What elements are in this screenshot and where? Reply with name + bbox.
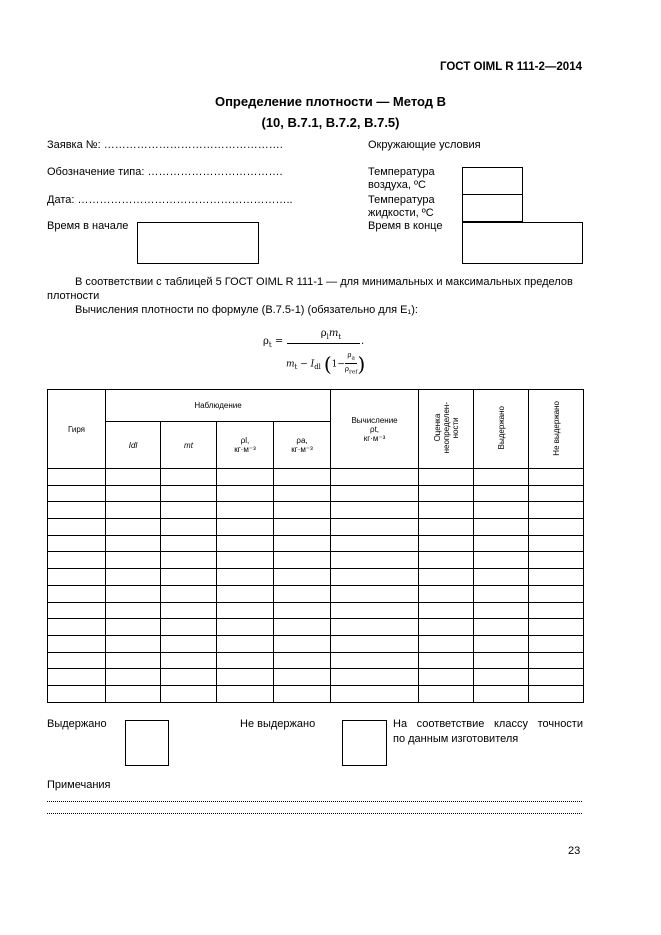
liquid-temp-box[interactable] — [462, 194, 523, 222]
sub-rhoa-header: ρa, кг·м⁻³ — [274, 422, 331, 469]
table-cell[interactable] — [217, 485, 274, 502]
table-row — [48, 502, 584, 519]
notes-line-2[interactable] — [47, 813, 582, 814]
col-weight-header: Гиря — [48, 390, 106, 469]
passed-checkbox[interactable] — [125, 720, 169, 766]
table-cell[interactable] — [106, 469, 161, 486]
calc-label: Вычисление — [351, 415, 398, 425]
col-passed-header: Выдержано — [474, 390, 529, 469]
formula-lhs: $\rho_t$ = — [263, 336, 284, 349]
type-designation-field: Обозначение типа: ………………………………. — [47, 166, 283, 178]
table-cell[interactable] — [161, 602, 217, 619]
table-cell[interactable] — [419, 519, 474, 536]
table-row — [48, 485, 584, 502]
table-cell[interactable] — [529, 585, 584, 602]
table-cell[interactable] — [217, 535, 274, 552]
table-row — [48, 635, 584, 652]
paragraph-line-1: В соответствии с таблицей 5 ГОСТ OIML R 111-1 — для минимальных и максимальных пределов — [75, 276, 573, 288]
table-cell[interactable] — [106, 635, 161, 652]
table-cell[interactable] — [106, 519, 161, 536]
table-row — [48, 569, 584, 586]
table-row — [48, 669, 584, 686]
failed-label: Не выдержано — [240, 718, 316, 730]
passed-label: Выдержано — [47, 718, 107, 730]
col-calculation-header — [331, 390, 419, 469]
table-cell[interactable] — [274, 669, 331, 686]
table-cell[interactable] — [217, 685, 274, 702]
table-cell[interactable] — [217, 602, 274, 619]
table-cell[interactable] — [274, 635, 331, 652]
ambient-conditions-label: Окружающие условия — [368, 139, 481, 151]
table-cell[interactable] — [419, 685, 474, 702]
table-cell[interactable] — [106, 602, 161, 619]
table-cell[interactable] — [529, 485, 584, 502]
table-row — [48, 602, 584, 619]
calc-symbol: ρt, — [370, 424, 380, 434]
table-cell[interactable] — [48, 569, 106, 586]
table-cell[interactable] — [274, 519, 331, 536]
table-cell[interactable] — [48, 552, 106, 569]
table-cell[interactable] — [274, 569, 331, 586]
table-cell[interactable] — [331, 519, 419, 536]
table-cell[interactable] — [474, 569, 529, 586]
table-cell[interactable] — [274, 685, 331, 702]
table-cell[interactable] — [529, 685, 584, 702]
table-cell[interactable] — [419, 469, 474, 486]
table-cell[interactable] — [48, 519, 106, 536]
table-cell[interactable] — [419, 535, 474, 552]
table-cell[interactable] — [331, 602, 419, 619]
table-cell[interactable] — [48, 469, 106, 486]
table-cell[interactable] — [474, 519, 529, 536]
table-cell[interactable] — [217, 552, 274, 569]
table-cell[interactable] — [331, 619, 419, 636]
table-cell[interactable] — [331, 685, 419, 702]
table-cell[interactable] — [331, 669, 419, 686]
table-cell[interactable] — [274, 485, 331, 502]
liquid-temp-label-1: Температура — [368, 194, 435, 206]
end-time-label: Время в конце — [368, 220, 443, 232]
table-cell[interactable] — [161, 619, 217, 636]
table-cell[interactable] — [419, 502, 474, 519]
table-cell[interactable] — [48, 669, 106, 686]
table-cell[interactable] — [161, 552, 217, 569]
table-cell[interactable] — [161, 519, 217, 536]
table-cell[interactable] — [106, 669, 161, 686]
table-cell[interactable] — [474, 602, 529, 619]
table-cell[interactable] — [474, 685, 529, 702]
table-cell[interactable] — [474, 652, 529, 669]
table-row — [48, 585, 584, 602]
table-cell[interactable] — [217, 585, 274, 602]
table-cell[interactable] — [331, 552, 419, 569]
table-cell[interactable] — [529, 469, 584, 486]
table-cell[interactable] — [48, 485, 106, 502]
table-cell[interactable] — [419, 569, 474, 586]
date-field: Дата: ………………………………………………….. — [47, 194, 293, 206]
table-cell[interactable] — [106, 485, 161, 502]
col-observation-header: Наблюдение — [106, 390, 331, 422]
conformity-label-2: по данным изготовителя — [393, 733, 519, 745]
table-cell[interactable] — [217, 502, 274, 519]
table-cell[interactable] — [274, 619, 331, 636]
table-cell[interactable] — [474, 669, 529, 686]
table-cell[interactable] — [217, 652, 274, 669]
table-cell[interactable] — [529, 569, 584, 586]
paragraph-line-3: Вычисления плотности по формуле (В.7.5-1) (обязательно для E₁): — [75, 304, 418, 316]
table-cell[interactable] — [161, 469, 217, 486]
page-title: Определение плотности — Метод В — [214, 94, 447, 109]
table-cell[interactable] — [274, 552, 331, 569]
table-cell[interactable] — [217, 469, 274, 486]
table-cell[interactable] — [474, 585, 529, 602]
table-cell[interactable] — [161, 685, 217, 702]
formula-numerator: $\rho_lm_t$ — [320, 328, 342, 341]
table-row — [48, 652, 584, 669]
table-cell[interactable] — [106, 552, 161, 569]
table-row — [48, 535, 584, 552]
sub-mt-header: mt — [161, 422, 217, 469]
table-cell[interactable] — [106, 585, 161, 602]
table-cell[interactable] — [217, 619, 274, 636]
table-cell[interactable] — [331, 502, 419, 519]
table-row — [48, 519, 584, 536]
table-row — [48, 619, 584, 636]
table-cell[interactable] — [161, 502, 217, 519]
table-cell[interactable] — [474, 502, 529, 519]
table-cell[interactable] — [106, 502, 161, 519]
table-cell[interactable] — [331, 535, 419, 552]
table-cell[interactable] — [529, 652, 584, 669]
col-failed-header: Не выдержано — [529, 390, 584, 469]
paragraph-line-2: плотности — [47, 290, 100, 302]
table-cell[interactable] — [474, 619, 529, 636]
table-cell[interactable] — [529, 669, 584, 686]
page-subtitle: (10, В.7.1, В.7.2, В.7.5) — [261, 115, 400, 130]
air-temp-box[interactable] — [462, 167, 523, 195]
table-cell[interactable] — [161, 569, 217, 586]
table-cell[interactable] — [331, 569, 419, 586]
table-cell[interactable] — [217, 519, 274, 536]
table-cell[interactable] — [274, 602, 331, 619]
standard-header: ГОСТ OIML R 111-2—2014 — [439, 61, 582, 73]
sub-idl-header: Idl — [106, 422, 161, 469]
table-cell[interactable] — [419, 635, 474, 652]
table-cell[interactable] — [529, 619, 584, 636]
table-cell[interactable] — [48, 652, 106, 669]
table-cell[interactable] — [274, 652, 331, 669]
page-number: 23 — [568, 845, 581, 857]
table-cell[interactable] — [331, 585, 419, 602]
table-cell[interactable] — [217, 635, 274, 652]
table-cell[interactable] — [106, 535, 161, 552]
table-cell[interactable] — [331, 635, 419, 652]
table-cell[interactable] — [419, 585, 474, 602]
start-time-box[interactable] — [137, 222, 259, 264]
table-row — [48, 685, 584, 702]
table-cell[interactable] — [217, 669, 274, 686]
table-cell[interactable] — [474, 485, 529, 502]
formula-denominator: $m_t - I_{dl}$ (1− $\rho_a$ $\rho_{ref}$ ) — [286, 351, 366, 376]
table-cell[interactable] — [161, 669, 217, 686]
table-cell[interactable] — [274, 585, 331, 602]
table-cell[interactable] — [48, 535, 106, 552]
table-cell[interactable] — [274, 502, 331, 519]
table-cell[interactable] — [161, 652, 217, 669]
failed-checkbox[interactable] — [342, 720, 387, 766]
air-temp-label-2: воздуха, ºС — [368, 179, 427, 191]
table-cell[interactable] — [106, 652, 161, 669]
table-cell[interactable] — [419, 652, 474, 669]
application-field: Заявка №: …………………………………………. — [47, 139, 283, 151]
table-cell[interactable] — [419, 552, 474, 569]
table-cell[interactable] — [274, 535, 331, 552]
table-cell[interactable] — [331, 652, 419, 669]
table-cell[interactable] — [48, 635, 106, 652]
liquid-temp-label-2: жидкости, ºС — [368, 207, 434, 219]
table-cell[interactable] — [331, 469, 419, 486]
table-cell[interactable] — [419, 669, 474, 686]
table-cell[interactable] — [48, 502, 106, 519]
table-cell[interactable] — [48, 685, 106, 702]
table-cell[interactable] — [419, 602, 474, 619]
table-cell[interactable] — [48, 602, 106, 619]
start-time-label: Время в начале — [47, 220, 129, 232]
table-cell[interactable] — [161, 585, 217, 602]
table-cell[interactable] — [331, 485, 419, 502]
table-row — [48, 552, 584, 569]
table-cell[interactable] — [48, 585, 106, 602]
table-cell[interactable] — [529, 535, 584, 552]
end-time-box[interactable] — [462, 222, 583, 264]
table-cell[interactable] — [474, 552, 529, 569]
observation-table — [47, 389, 584, 703]
table-cell[interactable] — [529, 602, 584, 619]
table-cell[interactable] — [161, 485, 217, 502]
notes-label: Примечания — [47, 779, 111, 791]
table-cell[interactable] — [106, 685, 161, 702]
sub-rhol-header: ρl, кг·м⁻³ — [217, 422, 274, 469]
table-cell[interactable] — [474, 535, 529, 552]
table-cell[interactable] — [474, 635, 529, 652]
table-cell[interactable] — [474, 469, 529, 486]
table-cell[interactable] — [419, 485, 474, 502]
table-cell[interactable] — [529, 635, 584, 652]
table-cell[interactable] — [419, 619, 474, 636]
formula-fraction-bar — [287, 343, 360, 344]
formula-period: . — [361, 336, 365, 347]
air-temp-label-1: Температура — [368, 166, 435, 178]
table-cell[interactable] — [106, 619, 161, 636]
table-cell[interactable] — [529, 552, 584, 569]
table-cell[interactable] — [529, 519, 584, 536]
notes-line-1[interactable] — [47, 801, 582, 802]
table-cell[interactable] — [106, 569, 161, 586]
table-cell[interactable] — [161, 535, 217, 552]
table-row — [48, 469, 584, 486]
table-cell[interactable] — [529, 502, 584, 519]
table-cell[interactable] — [161, 635, 217, 652]
col-uncertainty-header: Оценка неопределен- ности — [419, 390, 474, 469]
table-cell[interactable] — [274, 469, 331, 486]
calc-unit: кг·м⁻³ — [363, 433, 386, 443]
table-cell[interactable] — [217, 569, 274, 586]
table-cell[interactable] — [48, 619, 106, 636]
conformity-label-1: На соответствие классу точности — [393, 718, 583, 730]
